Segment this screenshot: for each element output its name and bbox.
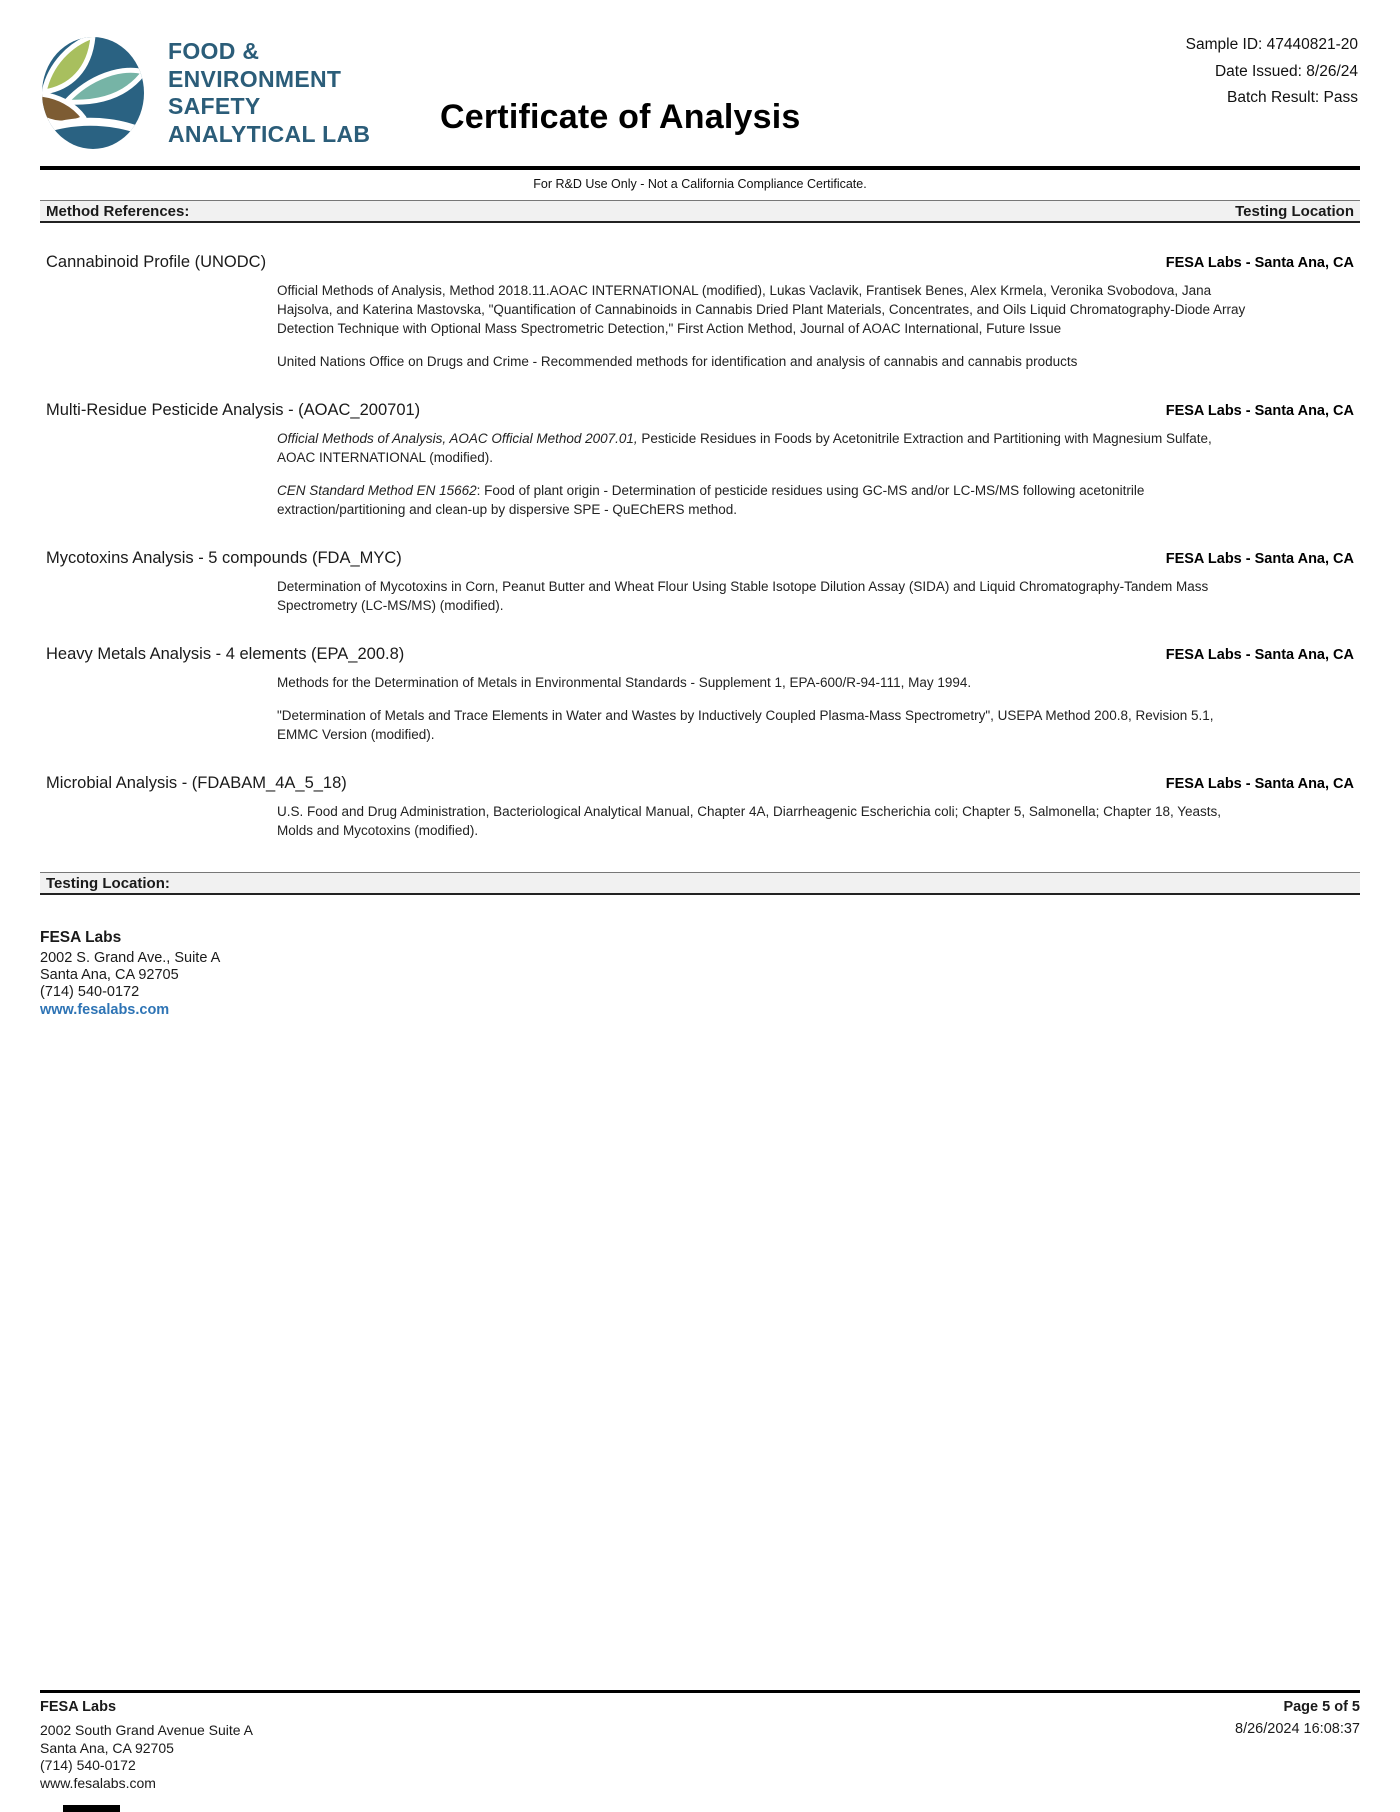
section-testing-location: FESA Labs - Santa Ana, CA xyxy=(1165,551,1354,567)
batch-result: Batch Result: Pass xyxy=(1227,89,1358,106)
date-issued: Date Issued: 8/26/24 xyxy=(1214,62,1358,80)
lab-logo-wordmark xyxy=(168,38,370,148)
reference-paragraph xyxy=(277,802,1247,840)
testing-location-column-label: Testing Location xyxy=(1235,202,1354,220)
section-pesticide-analysis xyxy=(40,401,1360,519)
lab-phone: (714) 540-0172 xyxy=(40,984,140,1000)
testing-location-label: Testing Location: xyxy=(46,874,170,892)
reference-text: Pesticide Residues in Foods by Acetonitrile Extraction and Partitioning with Magnesium Sulfate, AOAC INTERNATIONAL (modified). xyxy=(277,431,1212,465)
reference-paragraph xyxy=(277,281,1247,338)
reference-paragraph xyxy=(277,429,1247,467)
sample-meta xyxy=(1186,32,1358,112)
lab-address-line: Santa Ana, CA 92705 xyxy=(40,967,179,983)
testing-location-bar xyxy=(40,872,1360,895)
print-datetime: 8/26/2024 16:08:37 xyxy=(1235,1721,1360,1737)
section-title: Multi-Residue Pesticide Analysis - (AOAC_200701) xyxy=(46,401,421,419)
section-body xyxy=(277,673,1247,744)
reference-paragraph xyxy=(277,481,1247,519)
method-references-bar xyxy=(40,200,1360,223)
reference-text: Methods for the Determination of Metals in Environmental Standards - Supplement 1, EPA-600/R-94-111, May 1994. xyxy=(277,675,972,690)
section-body xyxy=(277,429,1247,519)
testing-location-address xyxy=(0,929,1400,1019)
reference-paragraph xyxy=(277,577,1247,615)
disclaimer-text: For R&D Use Only - Not a California Compliance Certificate. xyxy=(533,177,867,191)
reference-text: : Food of plant origin - Determination of pesticide residues using GC-MS and/or LC-MS/MS following acetonitrile extraction/partitioning and clean-up by dispersive SPE - QuEChERS method. xyxy=(277,483,1145,517)
section-testing-location: FESA Labs - Santa Ana, CA xyxy=(1165,403,1354,419)
lab-name: FESA Labs xyxy=(40,929,122,946)
section-title: Microbial Analysis - (FDABAM_4A_5_18) xyxy=(46,774,347,792)
reference-citation: CEN Standard Method EN 15662 xyxy=(277,483,477,498)
footer-phone: (714) 540-0172 xyxy=(40,1757,136,1773)
section-testing-location: FESA Labs - Santa Ana, CA xyxy=(1165,255,1354,271)
logo-line: SAFETY xyxy=(168,93,261,119)
reference-text: U.S. Food and Drug Administration, Bacteriological Analytical Manual, Chapter 4A, Diarrheagenic Escherichia coli; Chapter 5, Salmonella; Chapter 18, Yeasts, Molds and Mycotoxins (modified). xyxy=(277,804,1222,838)
reference-citation: Official Methods of Analysis, AOAC Official Method 2007.01, xyxy=(277,431,638,446)
footer-lab-info xyxy=(40,1699,253,1792)
header xyxy=(0,0,1400,166)
footer-address-line: 2002 South Grand Avenue Suite A xyxy=(40,1722,254,1738)
section-body xyxy=(277,802,1247,840)
lab-address-line: 2002 S. Grand Ave., Suite A xyxy=(40,950,221,966)
footer-lab-name: FESA Labs xyxy=(40,1699,117,1715)
section-heavy-metals-analysis xyxy=(40,645,1360,744)
reference-text: Determination of Mycotoxins in Corn, Peanut Butter and Wheat Flour Using Stable Isotope Dilution Assay (SIDA) and Liquid Chromatography-Tandem Mass Spectrometry (LC-MS/MS) (modified). xyxy=(277,579,1209,613)
footer-page-info xyxy=(1235,1699,1360,1737)
reference-paragraph xyxy=(277,673,1247,692)
page-number: Page 5 of 5 xyxy=(1283,1699,1360,1715)
logo-line: ANALYTICAL LAB xyxy=(168,120,371,147)
section-microbial-analysis xyxy=(40,774,1360,840)
method-references-list xyxy=(0,253,1400,840)
logo-line: FOOD & xyxy=(168,38,260,64)
reference-text: "Determination of Metals and Trace Elements in Water and Wastes by Inductively Coupled Plasma-Mass Spectrometry", USEPA Method 200.8, Revision 5.1, EMMC Version (modified). xyxy=(277,708,1214,742)
reference-text: Official Methods of Analysis, Method 2018.11.AOAC INTERNATIONAL (modified), Lukas Vaclavik, Frantisek Benes, Alex Krmela, Veronika Svobodova, Jana Hajsolva, and Katerina Mastovska, "Quantification of Cannabinoids in Cannabis Dried Plant Materials, Concentrates, and Oils Liquid Chromatography-Diode Array Detection Technique with Optional Mass Spectrometric Detection," First Action Method, Journal of AOAC International, Future Issue xyxy=(277,283,1246,336)
section-title: Mycotoxins Analysis - 5 compounds (FDA_MYC) xyxy=(46,549,402,567)
footer-website: www.fesalabs.com xyxy=(40,1774,156,1791)
section-title: Heavy Metals Analysis - 4 elements (EPA_200.8) xyxy=(46,645,405,663)
section-title: Cannabinoid Profile (UNODC) xyxy=(46,253,267,271)
footer xyxy=(40,1690,1360,1792)
page-break-mark xyxy=(63,1805,120,1812)
reference-text: United Nations Office on Drugs and Crime - Recommended methods for identification and analysis of cannabis and cannabis products xyxy=(277,354,1078,369)
section-mycotoxins-analysis xyxy=(40,549,1360,615)
header-divider xyxy=(40,166,1360,170)
section-testing-location: FESA Labs - Santa Ana, CA xyxy=(1165,647,1354,663)
logo-line: ENVIRONMENT xyxy=(168,65,342,92)
reference-paragraph xyxy=(277,706,1247,744)
lab-website-link[interactable]: www.fesalabs.com xyxy=(40,1002,170,1018)
lab-logo-icon xyxy=(40,36,146,150)
page-title: Certificate of Analysis xyxy=(440,98,801,136)
section-cannabinoid-profile xyxy=(40,253,1360,371)
footer-address-line: Santa Ana, CA 92705 xyxy=(40,1739,174,1756)
sample-id: Sample ID: 47440821-20 xyxy=(1185,36,1358,53)
section-body xyxy=(277,281,1247,371)
method-references-label: Method References: xyxy=(46,202,190,220)
reference-paragraph xyxy=(277,352,1247,371)
section-testing-location: FESA Labs - Santa Ana, CA xyxy=(1165,776,1354,792)
section-body xyxy=(277,577,1247,615)
